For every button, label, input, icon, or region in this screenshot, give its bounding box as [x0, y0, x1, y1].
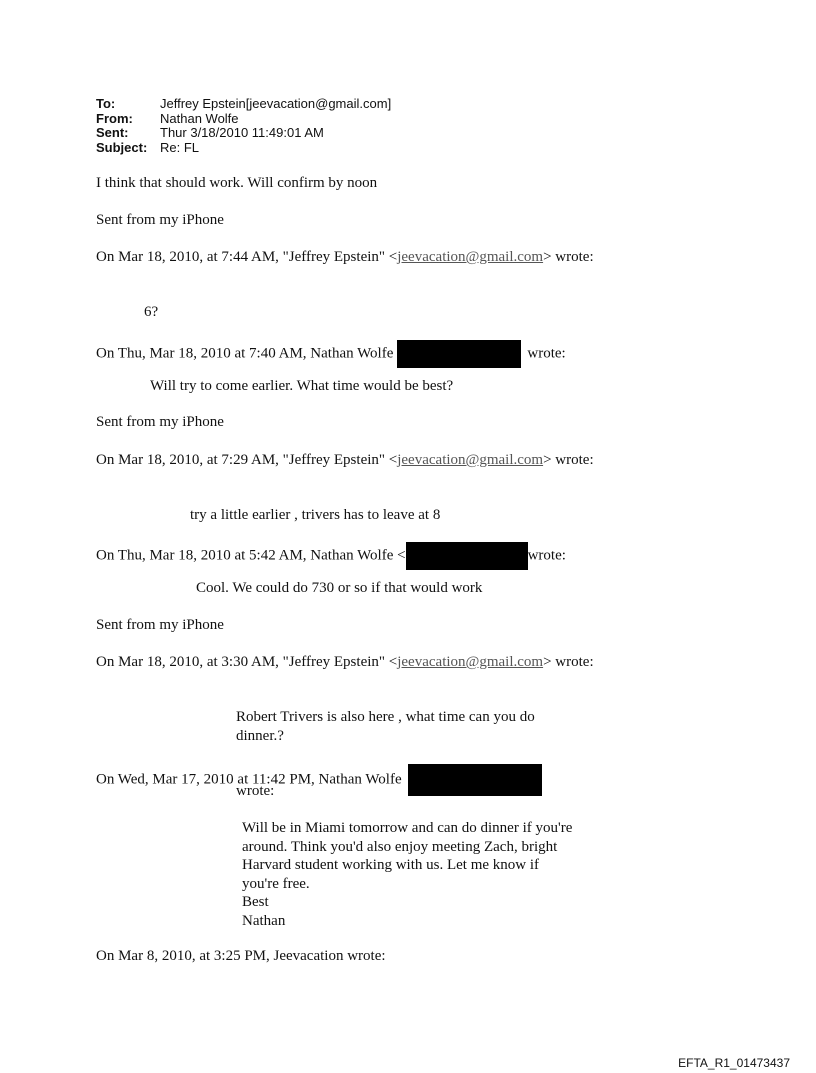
- to-value: Jeffrey Epstein[jeevacation@gmail.com]: [160, 96, 392, 111]
- signature-line: Sent from my iPhone: [96, 414, 224, 430]
- message-line: dinner.?: [236, 727, 284, 744]
- reply-text: I think that should work. Will confirm by noon: [96, 175, 378, 191]
- subject-row: [96, 141, 391, 156]
- quoted-message: [242, 819, 572, 930]
- quote-header-prefix: On Mar 18, 2010, at 3:30 AM, "Jeffrey Epstein" <: [96, 654, 398, 670]
- quote-header-prefix: On Wed, Mar 17, 2010 at 11:42 PM, Nathan Wolfe: [96, 771, 402, 788]
- sent-value: Thur 3/18/2010 11:49:01 AM: [160, 125, 324, 140]
- message-line: you're free.: [242, 875, 310, 892]
- email-link[interactable]: jeevacation@gmail.com: [397, 452, 544, 468]
- quote-header-suffix: wrote:: [527, 345, 566, 362]
- signature-line: Sent from my iPhone: [96, 617, 224, 633]
- redaction-box: [408, 764, 542, 796]
- quote-header: [96, 542, 566, 570]
- to-label: To:: [96, 96, 116, 111]
- redaction-box: [406, 542, 528, 570]
- document-id: EFTA_R1_01473437: [678, 1056, 790, 1070]
- quote-header-prefix: On Thu, Mar 18, 2010 at 5:42 AM, Nathan Wolfe <: [96, 547, 406, 564]
- quote-header: On Mar 8, 2010, at 3:25 PM, Jeevacation wrote:: [96, 948, 386, 964]
- sent-label: Sent:: [96, 125, 129, 140]
- message-line: Best: [242, 894, 269, 910]
- quote-header: [96, 248, 594, 266]
- quote-header-suffix: > wrote:: [543, 452, 594, 468]
- sent-row: [96, 126, 391, 141]
- quoted-message: try a little earlier , trivers has to leave at 8: [190, 507, 441, 523]
- quote-header: [96, 451, 594, 469]
- quote-header: [96, 653, 594, 671]
- redaction-box: [397, 340, 521, 368]
- quote-header-suffix: wrote:: [236, 783, 275, 799]
- quote-header-prefix: On Mar 18, 2010, at 7:29 AM, "Jeffrey Epstein" <: [96, 452, 398, 468]
- from-label: From:: [96, 110, 133, 126]
- message-line: Robert Trivers is also here , what time can you do: [236, 709, 535, 725]
- quote-header-suffix: wrote:: [527, 547, 566, 564]
- quote-header: [96, 340, 566, 368]
- message-line: Nathan: [242, 912, 286, 929]
- message-line: Harvard student working with us. Let me know if: [242, 857, 540, 873]
- subject-value: Re: FL: [160, 139, 200, 155]
- quoted-message: 6?: [144, 304, 159, 320]
- quote-header-suffix: > wrote:: [543, 654, 594, 670]
- email-link[interactable]: jeevacation@gmail.com: [397, 654, 544, 670]
- quote-header-suffix: > wrote:: [543, 249, 594, 265]
- from-row: [96, 112, 391, 127]
- message-line: around. Think you'd also enjoy meeting Zach, bright: [242, 838, 558, 855]
- quote-header-prefix: On Thu, Mar 18, 2010 at 7:40 AM, Nathan Wolfe: [96, 345, 394, 362]
- message-line: Will be in Miami tomorrow and can do dinner if you're: [242, 820, 573, 836]
- quote-header-prefix: On Mar 18, 2010, at 7:44 AM, "Jeffrey Epstein" <: [96, 249, 398, 265]
- quote-header: [96, 764, 542, 796]
- signature-line: Sent from my iPhone: [96, 212, 224, 228]
- quoted-message: Cool. We could do 730 or so if that would work: [196, 580, 483, 596]
- email-link[interactable]: jeevacation@gmail.com: [397, 249, 544, 265]
- to-row: [96, 97, 391, 112]
- quoted-message: [236, 708, 535, 745]
- subject-label: Subject:: [96, 139, 148, 155]
- quoted-message: Will try to come earlier. What time would be best?: [150, 378, 454, 394]
- from-value: Nathan Wolfe: [160, 110, 239, 126]
- email-header: [96, 97, 391, 155]
